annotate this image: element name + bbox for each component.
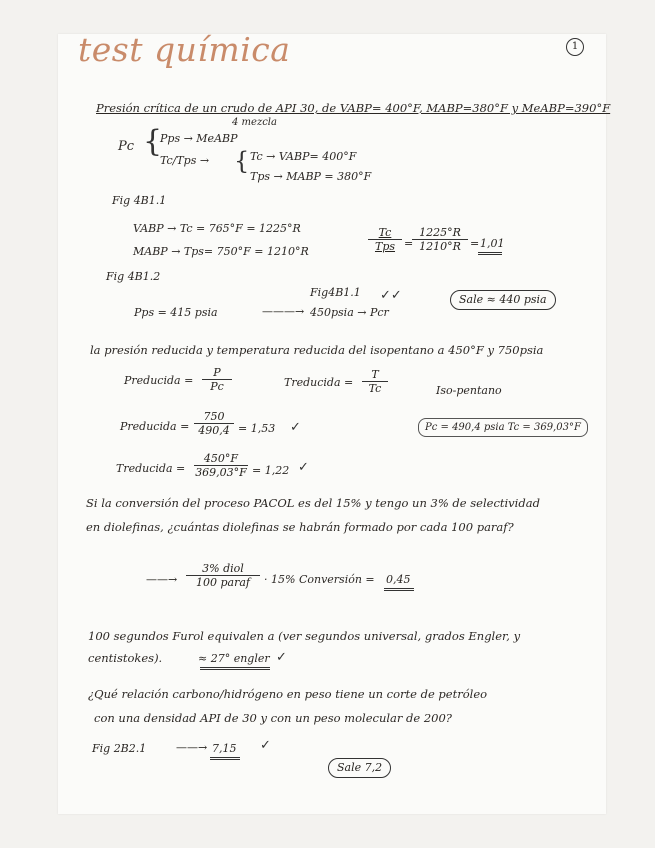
q2-t-fraction <box>362 368 388 395</box>
q5-result-underline <box>210 757 240 760</box>
q1-sale-box: Sale ≈ 440 psia <box>450 290 556 310</box>
q1-fig-4b1-1-b: Fig4B1.1 <box>310 286 361 299</box>
q1-line-vabp: VABP → Tc = 765°F = 1225°R <box>133 222 301 235</box>
q2-tr-den: 369,03°F <box>195 466 247 479</box>
q1-ratio-fraction <box>412 226 468 253</box>
q2-p-num: P <box>202 366 232 380</box>
q1-brace: { <box>143 124 163 159</box>
q5-sale-box: Sale 7,2 <box>328 758 391 778</box>
q3-line2: en diolefinas, ¿cuántas diolefinas se habrán formado por cada 100 paraf? <box>86 520 514 534</box>
q1-heading: Presión crítica de un crudo de API 30, de VABP= 400°F, MABP=380°F y MeABP=390°F <box>96 101 611 115</box>
q1-tc-tps: Tc/Tps → <box>160 154 210 167</box>
q1-fig-4b1-1: Fig 4B1.1 <box>112 194 167 207</box>
q1-fig-4b1-2: Fig 4B1.2 <box>106 270 161 283</box>
q2-p-den: Pc <box>210 380 224 393</box>
q2-tr-num: 450°F <box>194 452 248 466</box>
check-icon: ✓ <box>276 650 287 665</box>
q1-psia-pcr: 450psia → Pcr <box>310 306 389 319</box>
q1-pc-label: Pc <box>118 139 135 154</box>
q1-ratio-underline <box>478 252 502 255</box>
check-icon: ✓✓ <box>380 288 402 303</box>
q2-preducida-label: Preducida = <box>124 374 194 387</box>
q1-ratio-num: 1225°R <box>412 226 468 240</box>
q2-tr-result: = 1,22 <box>252 464 290 477</box>
q3-line1: Si la conversión del proceso PACOL es del 15% y tengo un 3% de selectividad <box>86 496 540 510</box>
q1-ratio-tps: Tps <box>374 240 396 253</box>
q4-line1: 100 segundos Furol equivalen a (ver segundos universal, grados Engler, y <box>88 629 521 643</box>
q2-treducida-label-2: Treducida = <box>116 462 186 475</box>
q2-heading: la presión reducida y temperatura reducida del isopentano a 450°F y 750psia <box>90 343 544 357</box>
q2-treducida-label: Treducida = <box>284 376 354 389</box>
q1-ratio-result: 1,01 <box>480 237 505 250</box>
q2-pr-num: 750 <box>194 410 234 424</box>
check-icon: ✓ <box>298 460 309 475</box>
q5-line1: ¿Qué relación carbono/hidrógeno en peso tiene un corte de petróleo <box>88 687 488 701</box>
q3-arrow: ——→ <box>146 573 178 586</box>
q5-fig: Fig 2B2.1 <box>92 742 147 755</box>
q1-arrow: ———→ <box>262 305 305 318</box>
q2-pr-result: = 1,53 <box>238 422 276 435</box>
check-icon: ✓ <box>290 420 301 435</box>
q2-t-num: T <box>362 368 388 382</box>
q2-preducida-label-2: Preducida = <box>120 420 190 433</box>
q3-mult: · 15% Conversión = <box>264 573 375 586</box>
q1-pps-value: Pps = 415 psia <box>134 306 218 319</box>
q5-line2: con una densidad API de 30 y con un peso molecular de 200? <box>94 711 452 725</box>
q3-frac-den: 100 paraf <box>196 576 250 589</box>
q3-frac-num: 3% diol <box>186 562 260 576</box>
page-title: test química <box>78 30 291 69</box>
q4-answer: ≈ 27° engler <box>198 652 270 665</box>
q2-p-fraction <box>202 366 232 393</box>
q2-t-den: Tc <box>368 382 382 395</box>
q1-tc-vabp: Tc → VABP= 400°F <box>250 150 357 163</box>
q2-compound: Iso-pentano <box>436 384 502 397</box>
check-icon: ✓ <box>260 738 271 753</box>
q2-tr-fraction <box>194 452 248 479</box>
page-number: 1 <box>566 38 584 56</box>
q3-result: 0,45 <box>386 573 411 586</box>
q1-equals-2: = <box>470 237 480 250</box>
q2-pr-den: 490,4 <box>198 424 230 437</box>
q5-arrow: ——→ <box>176 741 208 754</box>
q4-line2: centistokes). <box>88 651 163 665</box>
q1-ratio-den: 1210°R <box>419 240 461 253</box>
q3-fraction <box>186 562 260 589</box>
q4-answer-underline <box>200 667 270 670</box>
q1-ratio-tc: Tc <box>368 226 402 240</box>
q2-pr-fraction <box>194 410 234 437</box>
q1-pps-meabp: Pps → MeABP <box>160 132 238 145</box>
q1-line-mabp: MABP → Tps= 750°F = 1210°R <box>133 245 309 258</box>
q3-result-underline <box>384 588 414 591</box>
q1-equals: = <box>404 237 414 250</box>
q1-brace-2: { <box>234 147 250 175</box>
q2-constants: Pc = 490,4 psia Tc = 369,03°F <box>418 418 588 437</box>
q1-mezcla-note: 4 mezcla <box>232 117 277 128</box>
q5-result: 7,15 <box>212 742 237 755</box>
q1-tc-tps-fraction <box>368 226 402 253</box>
q1-tps-mabp: Tps → MABP = 380°F <box>250 170 372 183</box>
